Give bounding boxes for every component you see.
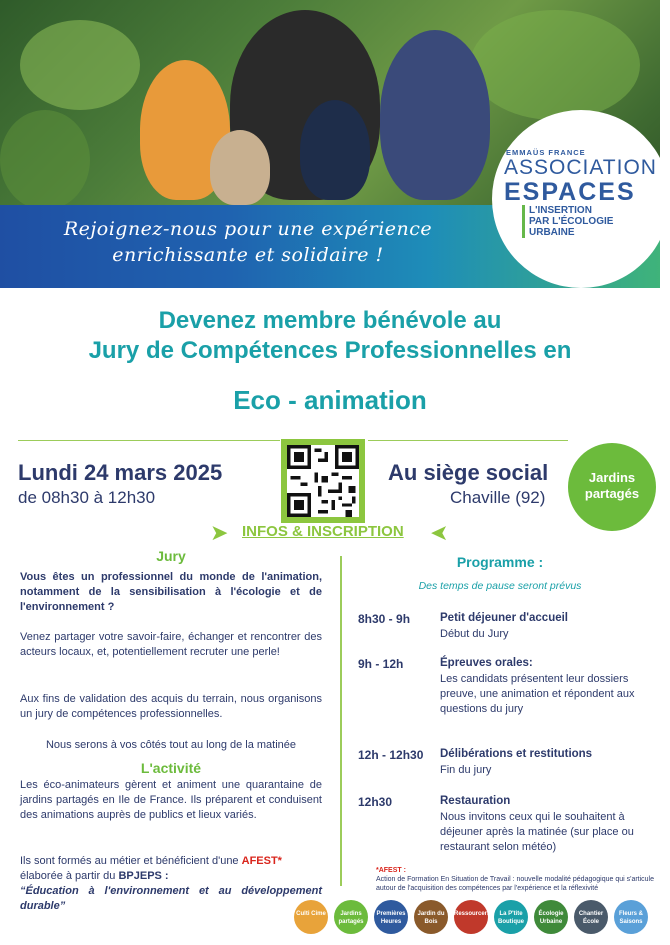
partner-logo: Jardins partagés: [334, 900, 368, 934]
partner-logo: Chantier École: [574, 900, 608, 934]
partner-logo: Fleurs & Saisons: [614, 900, 648, 934]
title-line1: Devenez membre bénévole au: [158, 307, 502, 334]
partner-logos: [294, 900, 654, 934]
activite-paragraph-2: Ils sont formés au métier et bénéficient d'une AFEST* élaborée à partir du BPJEPS :: [20, 855, 282, 882]
association-logo: EMMAÜS FRANCE ASSOCIATION ESPACES L'INSERTION PAR L'ÉCOLOGIE URBAINE: [492, 110, 670, 288]
event-date: Lundi 24 mars 2025: [18, 460, 223, 485]
programme-desc: Les candidats présentent leur dossiers preuve, une animation et répondent aux questions du jury: [440, 673, 635, 715]
jardins-partages-badge: Jardins partagés: [568, 443, 656, 531]
jury-paragraph-2: Aux fins de validation des acquis du terrain, nous organisons un jury de compétences professionnelles.: [20, 693, 322, 720]
programme-time: 9h - 12h: [358, 657, 404, 671]
infos-inscription-link[interactable]: INFOS & INSCRIPTION: [242, 523, 404, 540]
qr-code-icon: [287, 445, 359, 517]
programme-desc: Fin du jury: [440, 764, 492, 776]
column-divider: [340, 556, 342, 886]
partner-logo: Écologie Urbaine: [534, 900, 568, 934]
event-hours: de 08h30 à 12h30: [18, 488, 156, 507]
partner-logo: La P'tite Boutique: [494, 900, 528, 934]
programme-time: 8h30 - 9h: [358, 612, 411, 626]
activite-quote: “Éducation à l'environnement et au développement durable”: [20, 885, 322, 912]
arrow-left-icon: ➤: [430, 520, 449, 545]
title-line3: Eco - animation: [233, 385, 427, 415]
partner-logo: Jardin du Bois: [414, 900, 448, 934]
divider: [368, 440, 568, 441]
programme-title: Petit déjeuner d'accueil: [440, 612, 568, 624]
jury-paragraph-1: Venez partager votre savoir-faire, échanger et rencontrer des acteurs locaux, et, potentiellement recruter une perle!: [20, 631, 322, 658]
programme-desc: Nous invitons ceux qui le souhaitent à déjeuner après la matinée (sur place ou restaurant selon météo): [440, 811, 634, 853]
programme-time: 12h30: [358, 795, 393, 809]
programme-title: Épreuves orales:: [440, 657, 533, 669]
programme-title: Délibérations et restitutions: [440, 748, 593, 760]
arrow-right-icon: ➤: [210, 520, 229, 545]
tagline: Rejoignez-nous pour une expérience enrichissante et solidaire !: [63, 218, 433, 266]
activite-paragraph-1: Les éco-animateurs gèrent et animent une quarantaine de jardins partagés en Ile de France. Ils préparent et conduisent des animations auprès de publics et lieux variés.: [20, 779, 322, 821]
activite-heading: L'activité: [140, 760, 202, 776]
qr-code[interactable]: [281, 439, 365, 523]
title-line2: Jury de Compétences Professionnelles en: [88, 337, 572, 364]
jury-paragraph-3: Nous serons à vos côtés tout au long de la matinée: [45, 739, 297, 751]
event-city: Chaville (92): [450, 488, 546, 507]
afest-footnote: *AFEST : Action de Formation En Situation de Travail : nouvelle modalité pédagogique qui s'articule autour de l'acquisition des compétences par l'expérience et la réflexivité: [376, 867, 655, 892]
programme-time: 12h - 12h30: [358, 748, 424, 762]
programme-note: Des temps de pause seront prévus: [418, 580, 582, 592]
partner-logo: Ressourcerie: [454, 900, 488, 934]
jury-intro: Vous êtes un professionnel du monde de l'animation, notamment de la sensibilisation à l'écologie et de l'environnement ?: [20, 571, 322, 613]
jury-heading: Jury: [156, 548, 186, 564]
programme-title: Restauration: [440, 795, 511, 807]
divider: [18, 440, 280, 441]
event-place: Au siège social: [388, 460, 549, 485]
programme-heading: Programme :: [456, 554, 544, 570]
partner-logo: Premières Heures: [374, 900, 408, 934]
programme-desc: Début du Jury: [440, 628, 509, 640]
partner-logo: Culti Cime: [294, 900, 328, 934]
